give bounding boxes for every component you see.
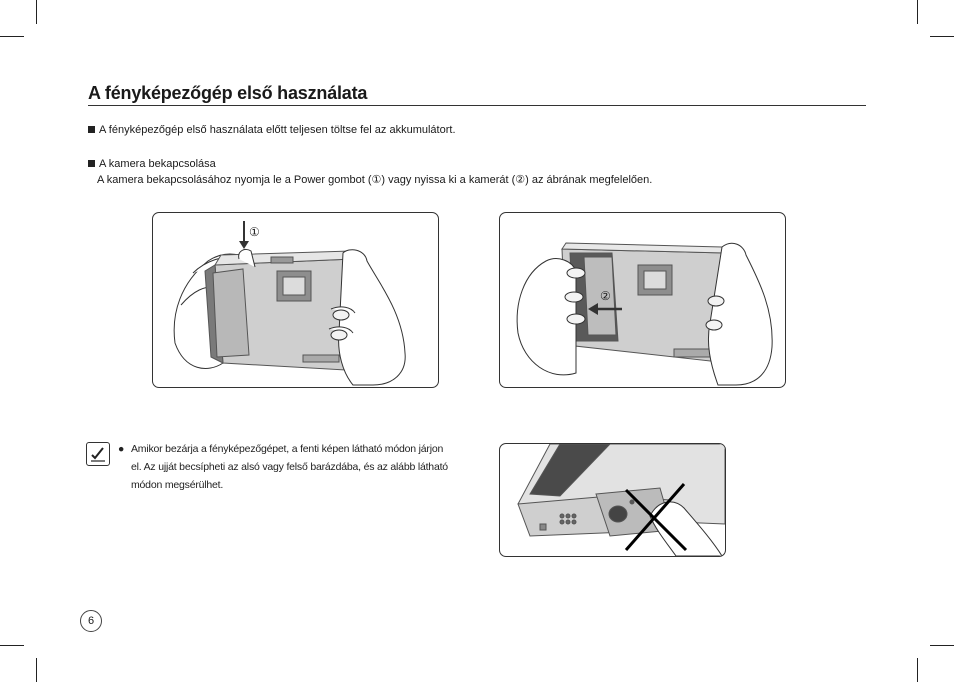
figure-pinch-warning — [499, 443, 726, 557]
figure1-marker: ① — [249, 225, 260, 239]
power-on-body: A kamera bekapcsolásához nyomja le a Power gombot (①) vagy nyissa ki a kamerát (②) az ábrának megfelelően. — [97, 174, 653, 186]
crop-mark — [0, 645, 24, 646]
charging-instruction — [88, 122, 456, 138]
square-bullet-icon — [88, 160, 95, 167]
page-number: 6 — [80, 610, 102, 632]
square-bullet-icon — [88, 126, 95, 133]
crop-mark — [0, 36, 24, 37]
power-on-heading: A kamera bekapcsolása — [99, 158, 216, 170]
crop-mark — [930, 36, 954, 37]
camera-illustration-1 — [153, 213, 438, 387]
figure-power-button — [152, 212, 439, 388]
crop-mark — [917, 0, 918, 24]
crop-mark — [36, 658, 37, 682]
crop-mark — [36, 0, 37, 24]
charging-text: A fényképezőgép első használata előtt teljesen töltse fel az akkumulátort. — [99, 124, 456, 136]
camera-illustration-2 — [500, 213, 785, 387]
note-pencil-icon — [86, 442, 110, 466]
crop-mark — [917, 658, 918, 682]
figure-slide-open — [499, 212, 786, 388]
note-text-block — [118, 440, 448, 494]
bullet-icon: ● — [118, 443, 125, 455]
power-on-section — [88, 156, 652, 188]
camera-closeup-illustration — [500, 444, 725, 556]
crop-mark — [930, 645, 954, 646]
page-title: A fényképezőgép első használata — [88, 82, 866, 106]
figure2-marker: ② — [600, 289, 611, 303]
note-body: Amikor bezárja a fényképezőgépet, a fenti képen látható módon járjon el. Az ujját becsípheti az alsó vagy felső barázdába, és az alább látható módon megsérülhet. — [131, 443, 448, 491]
